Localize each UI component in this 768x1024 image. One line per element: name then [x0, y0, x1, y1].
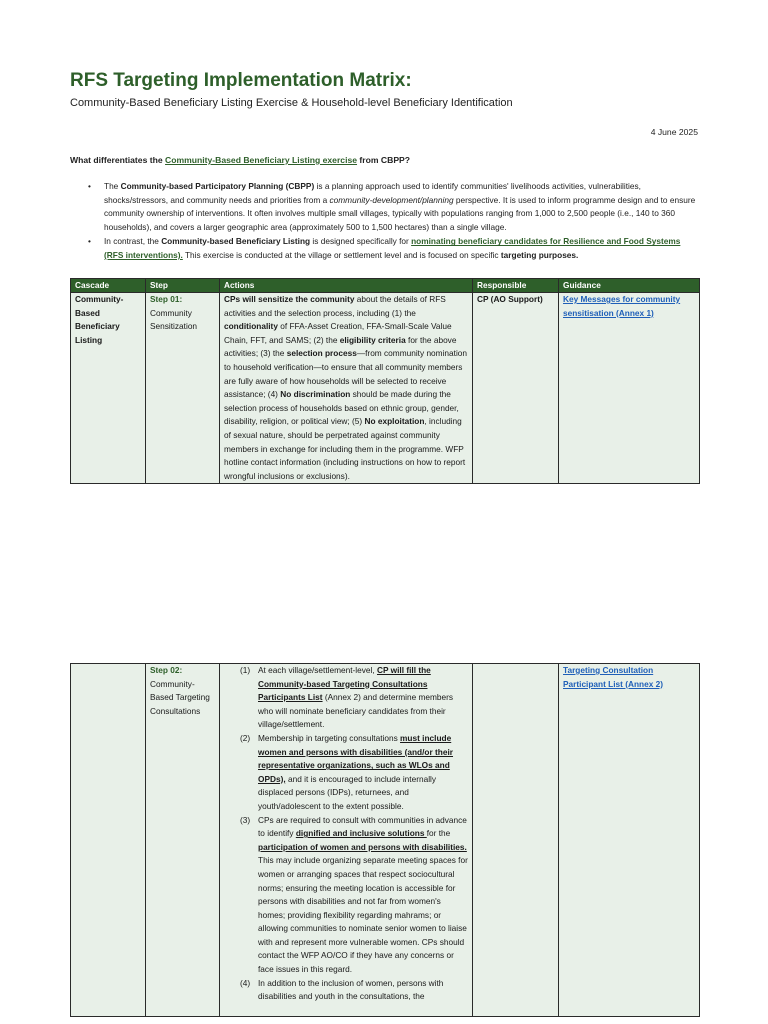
bullet-text: perspective. It is used to inform programme design and to ensure community ownership of interventions. It often involves multiple small villages, typically with populations ranging from 1,000 to 2,500 people (i.e., 140 to 360 households), and covers a larger geographic area (approximately 500 to 1,500 hectares) than a single village. [104, 194, 696, 232]
step-number: Step 02: [150, 665, 183, 675]
action-text: At each village/settlement-level, [258, 665, 377, 675]
header-step: Step [146, 279, 220, 293]
actions-list [224, 664, 468, 1004]
rfs-nomination-link[interactable]: nominating beneficiary candidates for Resilience and Food Systems (RFS interventions). [104, 236, 681, 260]
action-text: Membership in targeting consultations [258, 732, 401, 743]
action-text: for the [426, 828, 451, 839]
action-bold: No discrimination [280, 389, 351, 400]
action-emphasis: CP will fill the Community-based Targeting Consultations Participants List [258, 665, 431, 703]
step-name: Community Sensitization [150, 307, 198, 332]
header-actions: Actions [220, 279, 473, 293]
responsible-cell [473, 664, 559, 1017]
table-row [71, 293, 700, 484]
participant-list-link[interactable]: Targeting Consultation Participant List (Annex 2) [563, 665, 664, 689]
bullet-text: is a planning approach used to identify communities' livelihoods activities, vulnerabilities, shocks/stressors, and community needs and priorities from a [104, 181, 641, 205]
action-text: should be made during the selection process of households based on ethnic group, gender, disability, religion, or political view; (5) [224, 389, 459, 427]
bullet-italic: community-development/planning [329, 194, 454, 205]
question-suffix: from CBPP? [357, 155, 411, 165]
action-bold: No exploitation [364, 416, 425, 427]
action-text: —from community nomination to household verification—to ensure that all community members are fully aware of how households will be selected to receive assistance; (4) [224, 348, 468, 400]
cascade-cell [71, 664, 146, 1017]
list-item [224, 977, 468, 1004]
item-number: (4) [240, 977, 251, 988]
action-bold: selection process [286, 348, 357, 359]
document-subtitle: Community-Based Beneficiary Listing Exercise & Household-level Beneficiary Identification [70, 97, 513, 109]
action-emphasis: participation of women and persons with disabilities. [258, 841, 467, 852]
bullet-bold: Community-based Participatory Planning (CBPP) [120, 181, 315, 191]
action-text: of FFA-Asset Creation, FFA-Small-Scale Value Chain, FFT, and SAMS; (2) the [224, 321, 452, 345]
item-number: (3) [240, 814, 251, 825]
table-header-row [71, 279, 700, 293]
bullet-bold: Community-based Beneficiary Listing [161, 236, 311, 247]
question-prefix: What differentiates the [70, 155, 166, 165]
item-number: (1) [240, 665, 251, 675]
table-row [71, 664, 700, 1017]
action-bold: CPs will sensitize the community [224, 294, 355, 304]
cbbl-exercise-link[interactable]: Community-Based Beneficiary Listing exercise [165, 155, 358, 165]
bullet-text: The [104, 181, 121, 191]
bullet-cbbl [84, 235, 698, 262]
header-cascade: Cascade [71, 279, 146, 293]
document-title: RFS Targeting Implementation Matrix: [70, 70, 412, 91]
bullet-bold: targeting purposes. [500, 249, 579, 260]
bullet-text: This exercise is conducted at the village or settlement level and is focused on specific [182, 249, 501, 260]
action-text: , including of sexual nature, should be perpetrated against community members in exchange for including them in the programme. WFP hotline contact information (including instructions on how to report wrongful inclusions or exclusions). [224, 416, 466, 481]
step-name: Community-Based Targeting Consultations [150, 678, 210, 716]
cascade-cell: Community-Based Beneficiary Listing [71, 293, 146, 484]
actions-cell [220, 664, 473, 1017]
document-date: 4 June 2025 [650, 127, 698, 137]
header-guidance: Guidance [559, 279, 700, 293]
actions-cell [220, 293, 473, 484]
action-emphasis: dignified and inclusive solutions [295, 828, 427, 839]
list-item [224, 732, 468, 814]
action-text: This may include organizing separate meeting spaces for women or arranging spaces that respect sociocultural norms; ensuring the meeting location is accessible for persons with disabilities and not far from women's homes; providing flexibility regarding mahrams; or allowing communities to nominate senior women to liaise with and represent more vulnerable women. CPs should contact the WFP AO/CO if they have any concerns or face issues in this regard. [258, 855, 468, 975]
intro-question [70, 155, 410, 165]
bullet-text: In contrast, the [104, 236, 162, 247]
action-text: about the details of RFS activities and the selection process, including (1) the [224, 294, 446, 318]
responsible-cell: CP (AO Support) [473, 293, 559, 484]
intro-bullets [84, 180, 698, 263]
action-text: and it is encouraged to include internally displaced persons (IDPs), returnees, and youth/adolescent to the extent possible. [258, 773, 437, 811]
key-messages-link[interactable]: Key Messages for community sensitisation (Annex 1) [563, 294, 681, 318]
list-item [224, 814, 468, 977]
action-text: for the above activities; (3) the [224, 334, 457, 359]
header-responsible: Responsible [473, 279, 559, 293]
matrix-table-page-1 [70, 278, 700, 484]
bullet-cbpp [84, 180, 698, 234]
guidance-cell [559, 293, 700, 484]
action-bold: eligibility criteria [339, 334, 406, 345]
action-text: (Annex 2) and determine members who will nominate beneficiary candidates from their village/settlement. [258, 692, 454, 730]
action-text: CPs are required to consult with communities in advance to identify [258, 814, 467, 839]
guidance-cell [559, 664, 700, 1017]
bullet-text: is designed specifically for [310, 236, 412, 247]
item-number: (2) [240, 732, 251, 743]
action-bold: conditionality [224, 321, 278, 332]
list-item [224, 664, 468, 732]
matrix-table-page-2 [70, 663, 700, 1017]
action-text: In addition to the inclusion of women, persons with disabilities and youth in the consultations, the [258, 977, 444, 1002]
step-cell [146, 293, 220, 484]
step-number: Step 01: [150, 294, 183, 304]
action-emphasis: must include women and persons with disabilities (and/or their representative organizations, such as WLOs and OPDs), [258, 732, 454, 784]
step-cell [146, 664, 220, 1017]
